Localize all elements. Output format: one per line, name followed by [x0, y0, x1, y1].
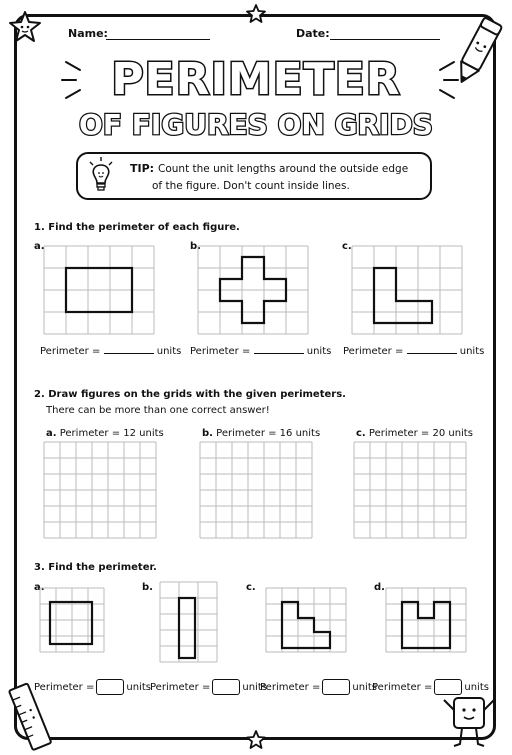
s2-text-c: Perimeter = 20 units: [368, 428, 473, 439]
s1-unit-label: units: [306, 346, 332, 357]
s3-unit-label: units: [464, 682, 489, 693]
tip-box: [76, 152, 432, 200]
s3-figure-bar: [179, 598, 195, 658]
s2-drawing-grid-c[interactable]: [354, 442, 468, 540]
tip-label: TIP:: [130, 162, 155, 175]
s2-letter-c: c.: [356, 428, 366, 439]
s3-grid-c: [266, 588, 362, 660]
s1-grid-c: [352, 246, 464, 336]
s1-grid-a: [44, 246, 156, 336]
s3-perimeter-label: Perimeter =: [260, 682, 321, 693]
s3-letter-c: c.: [246, 582, 256, 593]
s1-grid-b: [198, 246, 310, 336]
tip-line-1: Count the unit lengths around the outside edge: [158, 163, 409, 175]
name-field[interactable]: [106, 39, 210, 40]
s1-answer-a[interactable]: [40, 346, 181, 358]
s2-label-c: [356, 428, 473, 440]
s3-letter-b: b.: [142, 582, 153, 593]
s2-letter-b: b.: [202, 428, 213, 439]
s3-unit-label: units: [126, 682, 151, 693]
section3-heading: 3. Find the perimeter.: [34, 562, 157, 573]
date-label: Date:: [296, 27, 330, 40]
s3-figure-steps: [282, 602, 330, 648]
page-subtitle: OF FIGURES ON GRIDS: [79, 108, 433, 141]
s1-letter-a: a.: [34, 241, 45, 252]
date-field[interactable]: [330, 39, 440, 40]
s1-letter-b: b.: [190, 241, 201, 252]
star-icon: [246, 4, 266, 24]
s3-answer-box[interactable]: [434, 679, 462, 695]
s3-grid-d: [386, 588, 470, 660]
s2-drawing-grid-b[interactable]: [200, 442, 314, 540]
s2-text-b: Perimeter = 16 units: [216, 428, 321, 439]
s1-answer-line[interactable]: [104, 352, 154, 354]
s2-drawing-grid-a[interactable]: [44, 442, 158, 540]
star-icon: [8, 10, 42, 44]
page-title: PERIMETER: [111, 54, 401, 105]
s3-grid-a: [40, 588, 112, 660]
star-icon: [246, 730, 266, 750]
lightbulb-icon: [86, 156, 116, 196]
section2-subheading: There can be more than one correct answer!: [46, 405, 270, 416]
s3-letter-d: d.: [374, 582, 385, 593]
s2-letter-a: a.: [46, 428, 57, 439]
s3-answer-box[interactable]: [212, 679, 240, 695]
s1-answer-c[interactable]: [343, 346, 484, 358]
s2-label-a: [46, 428, 164, 440]
s2-text-a: Perimeter = 12 units: [59, 428, 164, 439]
s3-answer-d[interactable]: [372, 679, 489, 695]
s3-perimeter-label: Perimeter =: [372, 682, 433, 693]
s1-letter-c: c.: [342, 241, 352, 252]
s3-unit-label: units: [352, 682, 377, 693]
s3-answer-box[interactable]: [96, 679, 124, 695]
s1-answer-line[interactable]: [407, 352, 457, 354]
s1-figure-l-shape: [374, 268, 432, 323]
s1-answer-b[interactable]: [190, 346, 331, 358]
s3-figure-u-shape: [402, 602, 450, 648]
s3-perimeter-label: Perimeter =: [150, 682, 211, 693]
s1-perimeter-label: Perimeter =: [343, 346, 404, 357]
section1-heading: 1. Find the perimeter of each figure.: [34, 222, 240, 233]
s1-unit-label: units: [459, 346, 485, 357]
s3-answer-box[interactable]: [322, 679, 350, 695]
name-label: Name:: [68, 27, 108, 40]
s2-label-b: [202, 428, 320, 440]
s3-grid-b: [160, 582, 220, 666]
s1-answer-line[interactable]: [254, 352, 304, 354]
cube-character-icon: [440, 690, 500, 752]
s1-perimeter-label: Perimeter =: [190, 346, 251, 357]
s3-unit-label: units: [242, 682, 267, 693]
s1-perimeter-label: Perimeter =: [40, 346, 101, 357]
s3-answer-b[interactable]: [150, 679, 267, 695]
s1-unit-label: units: [156, 346, 182, 357]
s3-perimeter-label: Perimeter =: [34, 682, 95, 693]
s3-answer-c[interactable]: [260, 679, 377, 695]
s3-letter-a: a.: [34, 582, 45, 593]
section2-heading: 2. Draw figures on the grids with the given perimeters.: [34, 389, 346, 400]
tip-line-2: of the figure. Don't count inside lines.: [152, 180, 350, 192]
s3-answer-a[interactable]: [34, 679, 151, 695]
